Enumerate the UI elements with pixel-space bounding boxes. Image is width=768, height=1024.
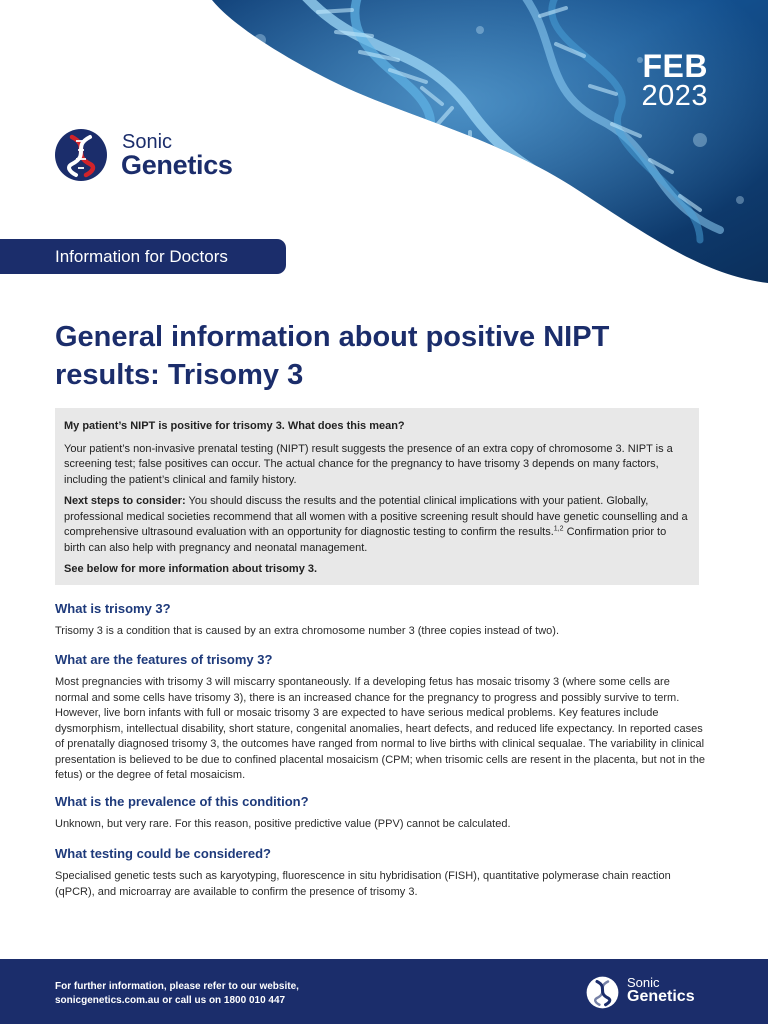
section-body-what-is: Trisomy 3 is a condition that is caused by an extra chromosome number 3 (three copies instead of two).: [55, 625, 559, 637]
next-steps-text: You should discuss the results and the potential clinical implications with your patient. Globally, professional medical societies recommend that all women with a positive screening result should have genetic counselling and a comprehensive ultrasound evaluation with an opportunity for diagnostic testing to confirm the results.: [64, 495, 688, 538]
document-title: General information about positive NIPT results: Trisomy 3: [55, 321, 610, 391]
section-body-testing: Specialised genetic tests such as karyotyping, fluorescence in situ hybridisation (FISH), quantitative polymerase chain reaction (qPCR), and microarray are available to confirm the presence of trisomy 3.: [55, 870, 671, 898]
footer-bar: [0, 959, 768, 1024]
section-heading-testing: What testing could be considered?: [55, 846, 271, 861]
audience-banner: [0, 239, 286, 274]
footer-line-2: sonicgenetics.com.au or call us on 1800 010 447: [55, 994, 286, 1006]
section-heading-features: What are the features of trisomy 3?: [55, 652, 273, 667]
footer-contact: [55, 980, 299, 1007]
see-below-note: See below for more information about trisomy 3.: [64, 563, 318, 575]
footer-logo-sonic: Sonic: [627, 975, 660, 990]
section-heading-prevalence: What is the prevalence of this condition?: [55, 794, 309, 809]
next-steps-label: Next steps to consider:: [64, 495, 186, 507]
footer-dna-logo-icon: [586, 976, 619, 1009]
section-body-features: Most pregnancies with trisomy 3 will miscarry spontaneously. If a developing fetus has mosaic trisomy 3 (where some cells are normal and some cells have trisomy 3), there is an increased chance for the pregnancy to progress and possibly survive to term. However, live born infants with full or mosaic trisomy 3 are expected to have serious medical problems. Key features include dysmorphism, intellectual disability, short stature, congenital anomalies, heart defects, and reduced life expectancy. In reported cases of prenatally diagnosed trisomy 3, the outcomes have ranged from normal to live births with clinical sequalae. The variability in clinical presentation is believed to be due to confined placental mosaicism (CPM; when trisomic cells are resent in the placenta, but not in the fetus) or the degree of fetal mosaicism.: [55, 676, 705, 781]
dna-helix-logo-icon: [54, 128, 108, 182]
issue-month: FEB: [642, 48, 708, 84]
summary-question: My patient’s NIPT is positive for trisomy 3. What does this mean?: [64, 420, 405, 432]
logo-sonic-text: Sonic: [122, 131, 173, 153]
next-steps-tail: Confirmation prior to birth can also help with pregnancy and neonatal management.: [64, 526, 667, 554]
citation-superscript: 1,2: [553, 525, 564, 533]
sonic-genetics-logo: [54, 128, 254, 184]
footer-line-1: For further information, please refer to our website,: [55, 981, 299, 992]
summary-paragraph: Your patient’s non-invasive prenatal testing (NIPT) result suggests the presence of an extra copy of chromosome 3. NIPT is a screening test; false positives can occur. The actual chance for the pregnancy to have trisomy 3 depends on many factors, including the patient’s clinical and family history.: [64, 442, 673, 486]
audience-label: Information for Doctors: [55, 247, 228, 266]
section-body-prevalence: Unknown, but very rare. For this reason, positive predictive value (PPV) cannot be calculated.: [55, 818, 511, 830]
footer-logo-genetics: Genetics: [627, 988, 695, 1005]
summary-box: [55, 408, 699, 585]
footer-logo: [586, 974, 716, 1010]
issue-year: 2023: [641, 80, 708, 112]
logo-genetics-text: Genetics: [121, 150, 233, 180]
next-steps-paragraph: [64, 494, 690, 556]
section-heading-what-is: What is trisomy 3?: [55, 601, 171, 616]
